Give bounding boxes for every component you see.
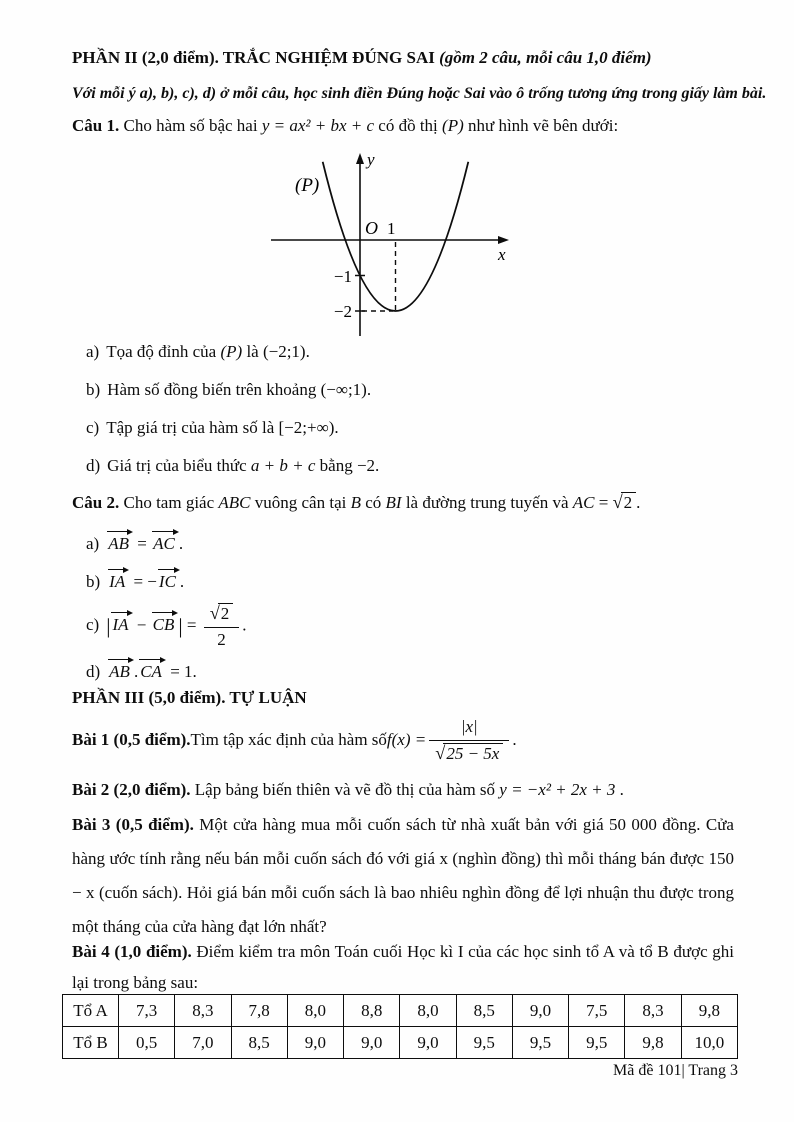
- score-table: [62, 994, 738, 1059]
- problem3-text: Một cửa hàng mua mỗi cuốn sách từ nhà xuất bản với giá 50 000 đồng. Cửa hàng ước tính rằng nếu bán mỗi cuốn sách đó với giá x (nghìn đồng) thì mỗi tháng bán được 150 − x (cuốn sách). Hỏi giá bán mỗi cuốn sách là bao nhiêu nghìn đồng để lợi nhuận thu được trong một tháng của cửa hàng đạt lớn nhất?: [72, 815, 734, 936]
- q1-item-d-math: a + b + c: [250, 456, 316, 475]
- row-b-header: Tổ B: [63, 1027, 119, 1059]
- problem3: [72, 808, 734, 944]
- question1-label: Câu 1.: [72, 116, 120, 135]
- question1-text3: như hình vẽ bên dưới:: [463, 116, 619, 135]
- page-footer: Mã đề 101| Trang 3: [613, 1062, 738, 1079]
- question2-math2: B: [350, 493, 361, 512]
- vector-CB-text: CB: [152, 615, 175, 635]
- problem2: [72, 780, 624, 800]
- row-b-cell: 9,0: [287, 1027, 343, 1059]
- q1-item-a: [86, 342, 310, 362]
- question1-text2: có đồ thị: [374, 116, 443, 135]
- vector-AC: [152, 530, 178, 554]
- q1-item-b-label: b): [86, 380, 101, 399]
- q2-item-d: [86, 658, 197, 682]
- q1-item-c-text: Tập giá trị của hàm số là [−2;+∞).: [106, 418, 339, 437]
- question2-math1: ABC: [218, 493, 251, 512]
- row-a-header: Tổ A: [63, 995, 119, 1027]
- q2-item-a-eq: =: [133, 534, 152, 553]
- row-b-cell: 9,5: [569, 1027, 625, 1059]
- fraction-denominator: 2: [217, 630, 226, 650]
- y-tick-label-minus2: −2: [333, 302, 352, 321]
- sqrt-2-radicand: 2: [621, 492, 637, 513]
- row-b-cell: 9,5: [512, 1027, 568, 1059]
- question2-math3: BI: [385, 493, 402, 512]
- problem2-text: Lập bảng biến thiên và vẽ đồ thị của hàm số: [190, 780, 500, 799]
- vector-CA-text: CA: [140, 662, 162, 681]
- row-a-cell: 7,8: [231, 995, 287, 1027]
- question2-math4: AC: [572, 493, 595, 512]
- vector-IA2-text: IA: [112, 615, 129, 635]
- q1-item-b-text: Hàm số đồng biến trên khoảng (−∞;1).: [107, 380, 372, 399]
- vector-IA-text: IA: [109, 572, 126, 591]
- row-a-cell: 8,0: [287, 995, 343, 1027]
- q1-item-a-text2: là (−2;1).: [242, 342, 310, 361]
- question2-text5: =: [594, 493, 613, 512]
- row-a-cell: 9,0: [512, 995, 568, 1027]
- q2-item-c-minus: −: [132, 615, 151, 635]
- question1-stem: [72, 116, 618, 136]
- q2-item-a-tail: .: [178, 534, 184, 553]
- part2-heading-note: (gồm 2 câu, mỗi câu 1,0 điểm): [439, 48, 652, 67]
- y-axis-label: y: [367, 150, 375, 169]
- q2-item-c-bar1: |: [106, 613, 111, 638]
- row-a-cell: 7,3: [119, 995, 175, 1027]
- q1-item-d-text1: Giá trị của biểu thức: [107, 456, 251, 475]
- x-axis-arrow-icon: [498, 236, 509, 244]
- row-a-cell: 8,5: [456, 995, 512, 1027]
- q1-item-a-text1: Tọa độ đỉnh của: [106, 342, 221, 361]
- problem4-label: Bài 4 (1,0 điểm).: [72, 942, 192, 961]
- q1-item-d-text2: bằng −2.: [315, 456, 380, 475]
- problem1-label: Bài 1 (0,5 điểm).: [72, 730, 191, 749]
- problem1-fraction: [429, 716, 509, 765]
- row-b-cell: 9,0: [344, 1027, 400, 1059]
- sqrt-2-small: [210, 603, 234, 624]
- question2-stem: [72, 492, 640, 513]
- q1-item-d-label: d): [86, 456, 101, 475]
- question1-formula: y = ax² + bx + c: [261, 116, 375, 135]
- q1-item-c: [86, 418, 339, 438]
- vector-AC-text: AC: [153, 534, 175, 553]
- q1-item-d: [86, 456, 379, 476]
- y-axis-arrow-icon: [356, 153, 364, 164]
- radical-icon: √: [209, 603, 220, 623]
- q1-item-a-math: (P): [220, 342, 243, 361]
- problem3-label: Bài 3 (0,5 điểm).: [72, 815, 194, 834]
- part3-heading: PHẦN III (5,0 điểm). TỰ LUẬN: [72, 688, 307, 707]
- row-b-cell: 8,5: [231, 1027, 287, 1059]
- vector-AB2-text: AB: [109, 662, 130, 681]
- question2-text3: có: [360, 493, 386, 512]
- row-a-cell: 8,3: [175, 995, 231, 1027]
- part2-heading: [72, 48, 652, 68]
- row-b-cell: 0,5: [119, 1027, 175, 1059]
- curve-label: (P): [295, 175, 320, 196]
- q1-item-c-label: c): [86, 418, 100, 437]
- table-row-to-a: [63, 995, 738, 1027]
- vector-IC-text: IC: [158, 572, 176, 591]
- instruction-line: Với mỗi ý a), b), c), d) ở mỗi câu, học sinh điền Đúng hoặc Sai vào ô trống tương ứng trong giấy làm bài.: [72, 85, 767, 102]
- sqrt-25-5x-radicand: 25 − 5x: [443, 743, 503, 764]
- fraction-sqrt2-over-2: [204, 602, 240, 651]
- problem1-tail: .: [512, 730, 517, 749]
- row-b-cell: 10,0: [681, 1027, 737, 1059]
- q2-item-b-tail: .: [179, 572, 185, 591]
- q2-item-d-label: d): [86, 662, 101, 681]
- question1-p-label: (P): [442, 116, 464, 135]
- question2-text1: Cho tam giác: [119, 493, 219, 512]
- q2-item-d-eq: = 1.: [165, 662, 197, 681]
- q2-item-c-eq: =: [182, 615, 201, 635]
- problem1-fx: f(x) =: [386, 730, 427, 749]
- q2-item-a: [86, 530, 183, 554]
- radical-icon: √: [435, 743, 446, 763]
- problem1-text: Tìm tập xác định của hàm số: [190, 730, 387, 749]
- row-a-cell: 8,0: [400, 995, 456, 1027]
- row-a-cell: 9,8: [681, 995, 737, 1027]
- q2-item-b-label: b): [86, 572, 101, 591]
- problem4: [72, 936, 734, 998]
- q2-item-b-eq: = −: [129, 572, 157, 591]
- part2-heading-title: PHẦN II (2,0 điểm). TRẮC NGHIỆM ĐÚNG SAI: [72, 48, 440, 67]
- vector-AB-text: AB: [108, 534, 129, 553]
- vector-AB2: [108, 658, 133, 682]
- sqrt-2-small-radicand: 2: [218, 603, 234, 624]
- vector-IC: [158, 568, 179, 592]
- row-b-cell: 9,0: [400, 1027, 456, 1059]
- q2-item-a-label: a): [86, 534, 100, 553]
- question2-text6: .: [636, 493, 641, 512]
- radical-icon: √: [612, 492, 623, 512]
- problem4-text: Điểm kiểm tra môn Toán cuối Học kì I của các học sinh tổ A và tổ B được ghi lại trong bảng sau:: [72, 942, 735, 992]
- row-a-cell: 7,5: [569, 995, 625, 1027]
- table-row-to-b: [63, 1027, 738, 1059]
- q1-item-a-label: a): [86, 342, 100, 361]
- fraction-numerator: [204, 602, 240, 628]
- question1-text1: Cho hàm số bậc hai: [119, 116, 262, 135]
- row-b-cell: 7,0: [175, 1027, 231, 1059]
- q2-item-c-bar2: |: [178, 613, 183, 638]
- question2-text2: vuông cân tại: [250, 493, 351, 512]
- q2-item-b: [86, 568, 184, 592]
- question2-label: Câu 2.: [72, 493, 120, 512]
- x-tick-label-1: 1: [387, 219, 396, 238]
- q2-item-c-label: c): [86, 615, 100, 635]
- problem1-frac-numerator: |x|: [429, 716, 509, 741]
- vector-IA2: [111, 611, 131, 635]
- sqrt-2: [613, 492, 637, 513]
- question2-text4: là đường trung tuyến và: [401, 493, 573, 512]
- x-axis-label: x: [498, 245, 506, 264]
- parabola-figure: [253, 146, 543, 346]
- origin-label: O: [365, 218, 378, 238]
- row-b-cell: 9,5: [456, 1027, 512, 1059]
- q1-item-b: [86, 380, 371, 400]
- problem1: [72, 712, 517, 768]
- vector-CB: [152, 611, 178, 635]
- q2-item-d-dot: .: [133, 662, 139, 681]
- row-a-cell: 8,3: [625, 995, 681, 1027]
- q2-item-c-tail: .: [242, 615, 247, 635]
- vector-CA: [139, 658, 165, 682]
- sqrt-25-5x: [435, 743, 503, 764]
- q2-item-c: [86, 602, 247, 651]
- problem2-tail: .: [615, 780, 624, 799]
- problem2-label: Bài 2 (2,0 điểm).: [72, 780, 191, 799]
- problem2-formula: y = −x² + 2x + 3: [499, 780, 616, 799]
- vector-IA: [108, 568, 128, 592]
- vector-AB: [107, 530, 132, 554]
- problem1-frac-denominator: [429, 741, 509, 764]
- y-tick-label-minus1: −1: [333, 267, 352, 286]
- row-a-cell: 8,8: [344, 995, 400, 1027]
- row-b-cell: 9,8: [625, 1027, 681, 1059]
